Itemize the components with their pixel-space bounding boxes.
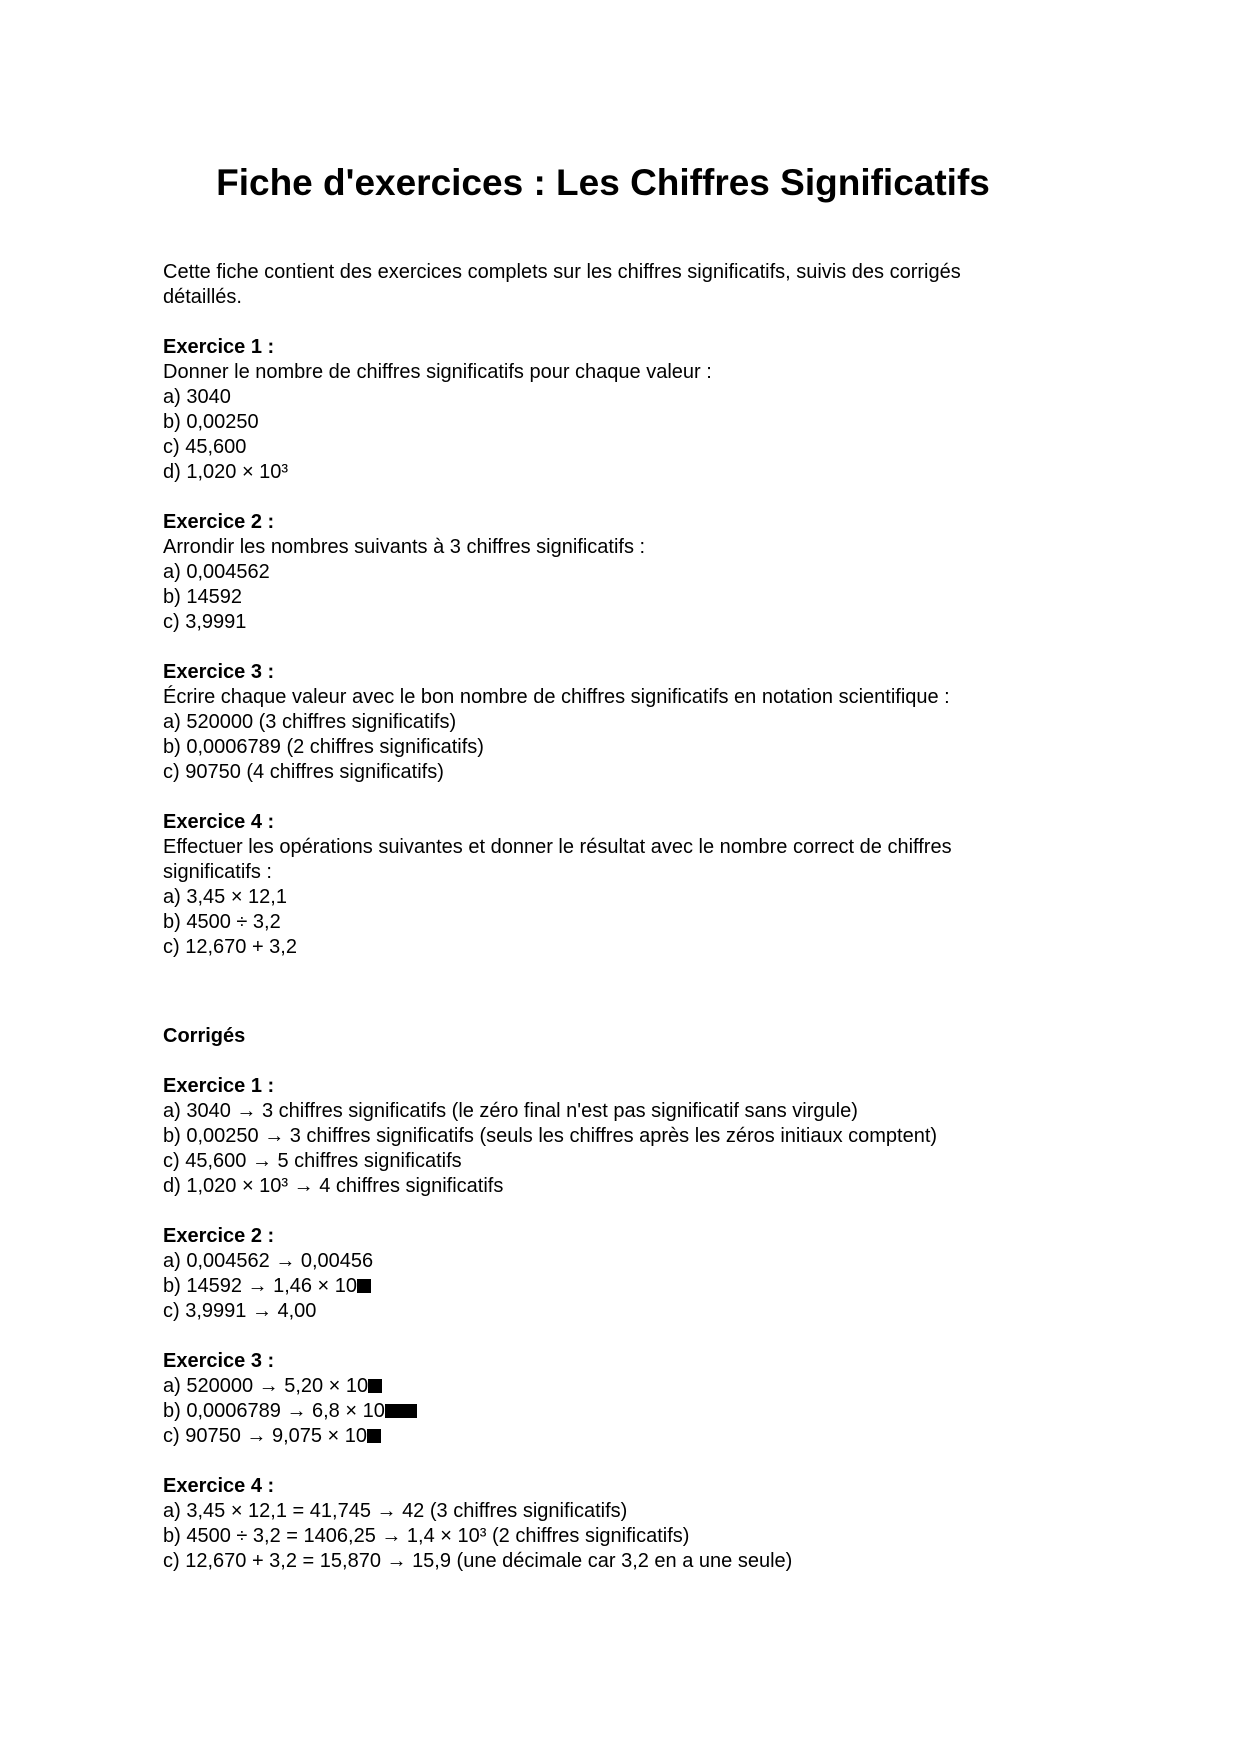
corrige-item (163, 1399, 1043, 1424)
exercise-instruction: Effectuer les opérations suivantes et donner le résultat avec le nombre correct de chiffres significatifs : (163, 836, 952, 883)
exercise-item: a) 3,45 × 12,1 (163, 886, 287, 908)
corrige-2 (163, 1224, 1043, 1324)
intro-paragraph: Cette fiche contient des exercices complets sur les chiffres significatifs, suivis des corrigés détaillés. (163, 261, 961, 308)
corrige-item (163, 1424, 1043, 1449)
exercise-1 (163, 335, 1043, 485)
corrige-item: a) 0,004562 → 0,00456 (163, 1250, 374, 1272)
exercise-item: a) 0,004562 (163, 561, 270, 583)
exercise-item: b) 4500 ÷ 3,2 (163, 911, 281, 933)
missing-glyph-icon (385, 1404, 417, 1418)
corrige-item-text: b) 0,0006789 → 6,8 × 10 (163, 1400, 385, 1422)
corrige-1 (163, 1074, 1043, 1199)
exercise-item: a) 520000 (3 chiffres significatifs) (163, 711, 457, 733)
document-content (163, 260, 1043, 1599)
exercise-item: b) 0,0006789 (2 chiffres significatifs) (163, 736, 484, 758)
corrige-heading: Exercice 1 : (163, 1075, 275, 1097)
exercise-heading: Exercice 2 : (163, 511, 275, 533)
missing-glyph-icon (357, 1279, 371, 1293)
exercise-2 (163, 510, 1043, 635)
corrige-item: a) 3040 → 3 chiffres significatifs (le zéro final n'est pas significatif sans virgule) (163, 1100, 858, 1122)
corrige-heading: Exercice 3 : (163, 1350, 275, 1372)
exercise-item: c) 12,670 + 3,2 (163, 936, 297, 958)
exercise-heading: Exercice 1 : (163, 336, 275, 358)
missing-glyph-icon (367, 1429, 381, 1443)
exercise-item: b) 14592 (163, 586, 242, 608)
corrige-item: c) 45,600 → 5 chiffres significatifs (163, 1150, 462, 1172)
exercise-item: d) 1,020 × 10³ (163, 461, 289, 483)
exercise-3 (163, 660, 1043, 785)
corrige-heading: Exercice 4 : (163, 1475, 275, 1497)
corrige-item-text: a) 520000 → 5,20 × 10 (163, 1375, 369, 1397)
exercise-item: c) 3,9991 (163, 611, 247, 633)
corrige-3 (163, 1349, 1043, 1449)
exercise-instruction: Arrondir les nombres suivants à 3 chiffres significatifs : (163, 536, 646, 558)
exercise-instruction: Écrire chaque valeur avec le bon nombre de chiffres significatifs en notation scientifique : (163, 686, 950, 708)
corrige-item: a) 3,45 × 12,1 = 41,745 → 42 (3 chiffres significatifs) (163, 1500, 628, 1522)
page-title: Fiche d'exercices : Les Chiffres Significatifs (216, 162, 990, 203)
exercise-4 (163, 810, 1043, 960)
corrige-item: b) 4500 ÷ 3,2 = 1406,25 → 1,4 × 10³ (2 chiffres significatifs) (163, 1525, 690, 1547)
corrige-4 (163, 1474, 1043, 1574)
corrige-item: c) 3,9991 → 4,00 (163, 1300, 317, 1322)
missing-glyph-icon (368, 1379, 382, 1393)
exercise-item: c) 45,600 (163, 436, 247, 458)
exercise-item: a) 3040 (163, 386, 231, 408)
corrige-item: d) 1,020 × 10³ → 4 chiffres significatifs (163, 1175, 504, 1197)
corrige-item-text: c) 90750 → 9,075 × 10 (163, 1425, 368, 1447)
corrige-item: b) 0,00250 → 3 chiffres significatifs (seuls les chiffres après les zéros initiaux comptent) (163, 1125, 938, 1147)
corrige-item: c) 12,670 + 3,2 = 15,870 → 15,9 (une décimale car 3,2 en a une seule) (163, 1550, 793, 1572)
exercise-heading: Exercice 3 : (163, 661, 275, 683)
corrige-heading: Exercice 2 : (163, 1225, 275, 1247)
corrige-item-text: b) 14592 → 1,46 × 10 (163, 1275, 358, 1297)
exercise-item: b) 0,00250 (163, 411, 259, 433)
corrige-item (163, 1274, 1043, 1299)
exercise-heading: Exercice 4 : (163, 811, 275, 833)
exercise-item: c) 90750 (4 chiffres significatifs) (163, 761, 444, 783)
exercise-instruction: Donner le nombre de chiffres significatifs pour chaque valeur : (163, 361, 712, 383)
corriges-heading: Corrigés (163, 1025, 246, 1047)
corrige-item (163, 1374, 1043, 1399)
